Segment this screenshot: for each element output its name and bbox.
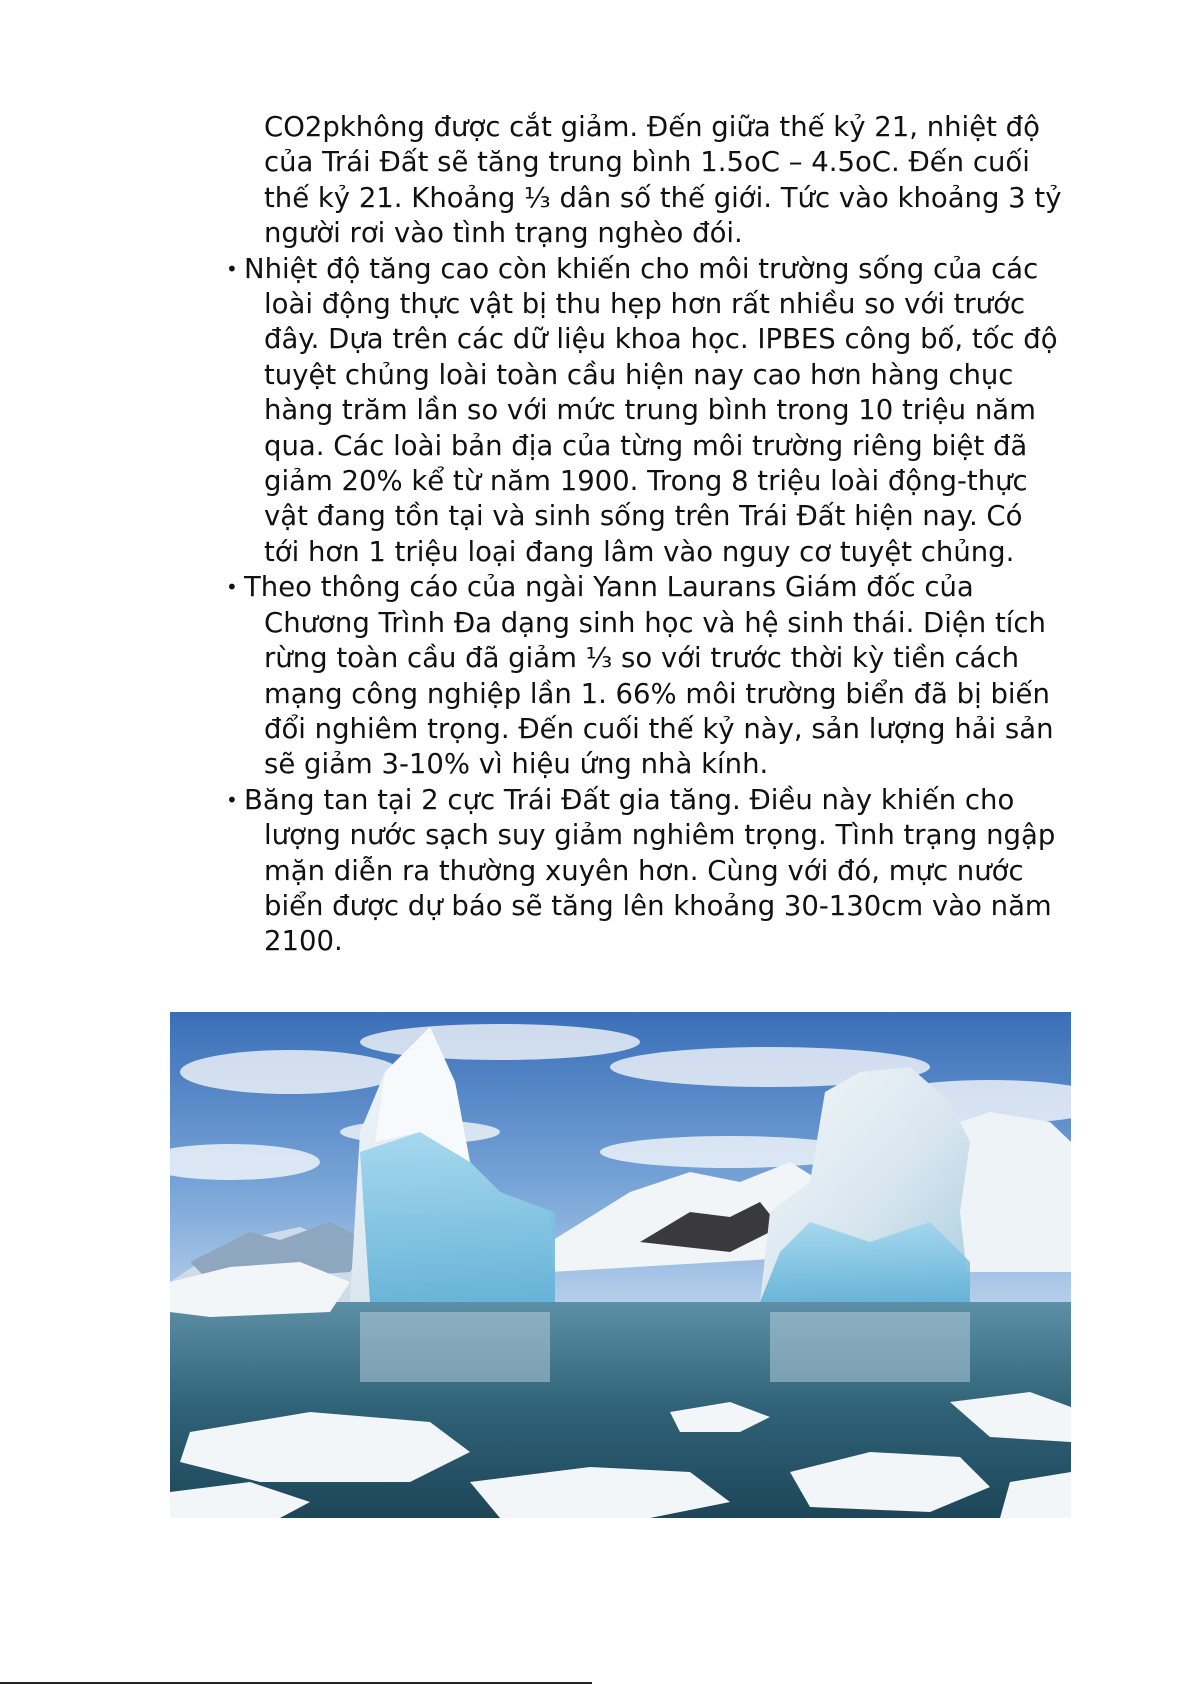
continuation-paragraph [222,110,1102,252]
text-line: lượng nước sạch suy giảm nghiêm trọng. Tình trạng ngập [264,819,1056,852]
text-line: mặn diễn ra thường xuyên hơn. Cùng với đó, mực nước [264,854,1024,887]
icebergs-illustration [170,1012,1071,1518]
text-line: đây. Dựa trên các dữ liệu khoa học. IPBES công bố, tốc độ [264,323,1058,356]
text-line: đổi nghiêm trọng. Đến cuối thế kỷ này, sản lượng hải sản [264,712,1054,745]
text-line: qua. Các loài bản địa của từng môi trường riêng biệt đã [264,429,1028,462]
bullet-dot-icon: • [226,787,238,812]
text-line: CO2pkhông được cắt giảm. Đến giữa thế kỷ 21, nhiệt độ [264,111,1040,143]
text-line: 2100. [264,925,343,958]
icebergs-photo [170,1012,1071,1518]
bullet-item [222,252,1102,571]
text-line: Nhiệt độ tăng cao còn khiến cho môi trường sống của các [244,252,1039,285]
bullet-dot-icon: • [226,575,238,600]
text-line: biển được dự báo sẽ tăng lên khoảng 30-130cm vào năm [264,889,1052,922]
text-line: vật đang tồn tại và sinh sống trên Trái Đất hiện nay. Có [264,500,1023,533]
text-line: Chương Trình Đa dạng sinh học và hệ sinh thái. Diện tích [264,606,1046,639]
footer-rule [0,1682,592,1684]
bullet-item [222,783,1102,960]
bullet-item [222,570,1102,782]
bullet-list [222,252,1102,960]
text-line: Băng tan tại 2 cực Trái Đất gia tăng. Điều này khiến cho [244,783,1015,816]
text-line: thế kỷ 21. Khoảng ⅓ dân số thế giới. Tức vào khoảng 3 tỷ [264,181,1062,214]
text-line: rừng toàn cầu đã giảm ⅓ so với trước thời kỳ tiền cách [264,642,1020,675]
text-line: tới hơn 1 triệu loại đang lâm vào nguy cơ tuyệt chủng. [264,535,1015,568]
text-line: loài động thực vật bị thu hẹp hơn rất nhiều so với trước [264,288,1026,321]
text-line: hàng trăm lần so với mức trung bình trong 10 triệu năm [264,394,1036,427]
text-line: giảm 20% kể từ năm 1900. Trong 8 triệu loài động-thực [264,465,1028,498]
text-line: sẽ giảm 3-10% vì hiệu ứng nhà kính. [264,748,769,781]
text-line: Theo thông cáo của ngài Yann Laurans Giám đốc của [244,571,974,604]
bullet-dot-icon: • [226,256,238,281]
text-line: mạng công nghiệp lần 1. 66% môi trường biển đã bị biến [264,677,1050,710]
text-line: người rơi vào tình trạng nghèo đói. [264,217,743,250]
text-line: tuyệt chủng loài toàn cầu hiện nay cao hơn hàng chục [264,358,1014,391]
document-body [222,110,1102,960]
text-line: của Trái Đất sẽ tăng trung bình 1.5oC – 4.5oC. Đến cuối [264,146,1030,179]
